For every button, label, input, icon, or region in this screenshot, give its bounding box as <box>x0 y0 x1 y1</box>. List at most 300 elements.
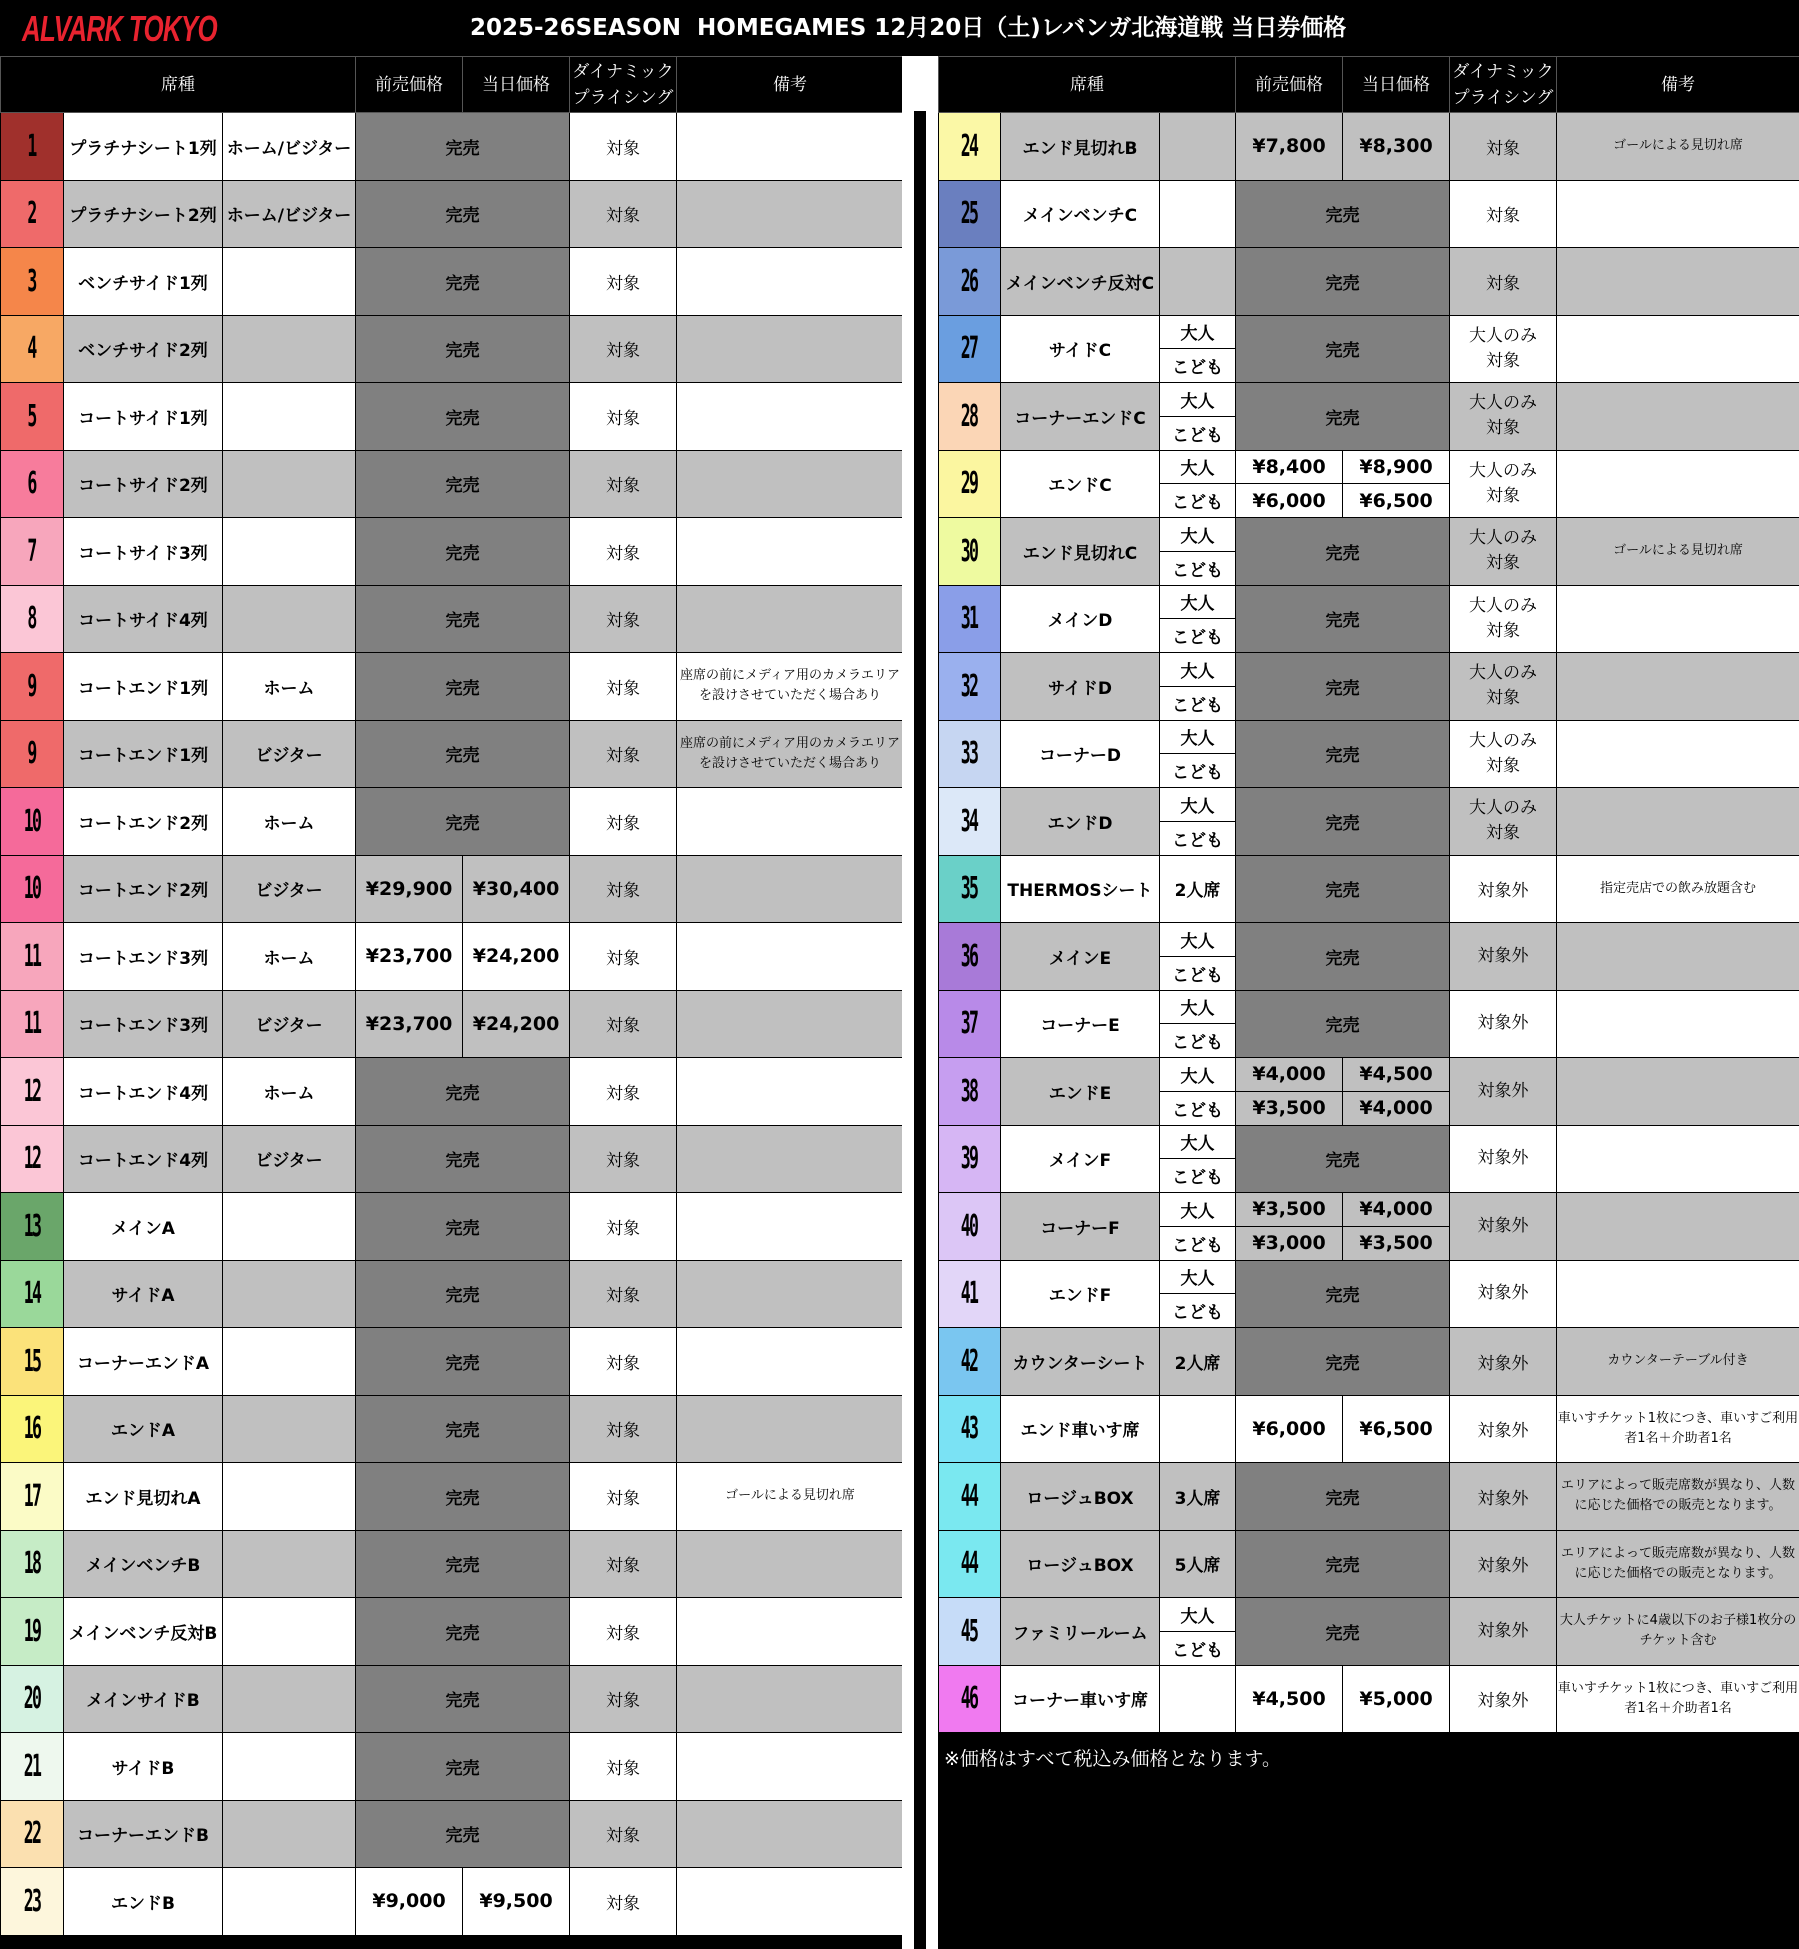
seat-sub: ホーム/ビジター <box>223 180 356 248</box>
left-price-table <box>0 56 904 1936</box>
seat-sub <box>223 1530 356 1598</box>
child-label: こども <box>1160 484 1236 518</box>
dynamic-pricing: 対象 <box>1450 180 1557 248</box>
note: エリアによって販売席数が異なり、人数に応じた価格での販売となります。 <box>1557 1530 1799 1598</box>
dynamic-pricing: 対象 <box>570 653 677 721</box>
soldout-label: 完売 <box>356 1530 570 1598</box>
dynamic-pricing: 対象 <box>1450 113 1557 181</box>
note <box>677 315 904 383</box>
note <box>1557 585 1799 653</box>
soldout-label: 完売 <box>1236 653 1450 721</box>
sameday-price-adult: ¥4,500 <box>1343 1058 1450 1092</box>
seat-sub <box>223 1463 356 1531</box>
seat-sub <box>223 1328 356 1396</box>
seat-number-text: 41 <box>961 1276 978 1312</box>
seat-number-text: 27 <box>961 331 978 367</box>
note: 座席の前にメディア用のカメラエリアを設けさせていただく場合あり <box>677 653 904 721</box>
soldout-label: 完売 <box>356 788 570 856</box>
soldout-label: 完売 <box>356 1665 570 1733</box>
seat-number-text: 3 <box>27 263 37 299</box>
seat-sub: 3人席 <box>1160 1463 1236 1531</box>
dynamic-pricing: 対象 <box>570 1125 677 1193</box>
sameday-price: ¥9,500 <box>463 1868 570 1936</box>
seat-number <box>1 990 64 1058</box>
seat-sub: ビジター <box>223 990 356 1058</box>
seat-name: メインA <box>64 1193 223 1261</box>
child-label: こども <box>1160 821 1236 855</box>
child-label: こども <box>1160 686 1236 720</box>
dynamic-pricing: 対象 <box>570 1260 677 1328</box>
seat-number <box>939 653 1001 721</box>
seat-number-text: 46 <box>961 1681 978 1717</box>
note <box>677 1733 904 1801</box>
dynamic-pricing: 対象外 <box>1450 855 1557 923</box>
table-row <box>1 1193 904 1261</box>
dynamic-pricing: 大人のみ 対象 <box>1450 518 1557 586</box>
seat-number-text: 24 <box>961 128 978 164</box>
seat-sub <box>223 1193 356 1261</box>
note <box>1557 923 1799 991</box>
seat-number <box>939 1530 1001 1598</box>
col-header-advance: 前売価格 <box>1236 57 1343 113</box>
tax-footnote: ※価格はすべて税込み価格となります。 <box>944 1748 1282 1770</box>
dynamic-pricing: 対象 <box>570 1665 677 1733</box>
soldout-label: 完売 <box>356 653 570 721</box>
note <box>1557 788 1799 856</box>
soldout-label: 完売 <box>356 248 570 316</box>
seat-number-text: 29 <box>961 466 978 502</box>
seat-sub <box>223 1260 356 1328</box>
sameday-price-child: ¥4,000 <box>1343 1091 1450 1125</box>
seat-number-text: 18 <box>23 1546 41 1582</box>
seat-number <box>939 1058 1001 1126</box>
note: ゴールによる見切れ席 <box>677 1463 904 1531</box>
seat-name: コーナーE <box>1001 990 1160 1058</box>
seat-number <box>939 1395 1001 1463</box>
seat-number <box>1 1395 64 1463</box>
note: カウンターテーブル付き <box>1557 1328 1799 1396</box>
table-row <box>1 248 904 316</box>
seat-number <box>1 248 64 316</box>
seat-name: メインE <box>1001 923 1160 991</box>
soldout-label: 完売 <box>356 450 570 518</box>
adult-label: 大人 <box>1160 1058 1236 1092</box>
seat-sub <box>223 1395 356 1463</box>
dynamic-pricing: 対象 <box>570 1800 677 1868</box>
seat-name: コートエンド2列 <box>64 855 223 923</box>
seat-number <box>939 383 1001 451</box>
seat-sub <box>223 1598 356 1666</box>
seat-number-text: 25 <box>961 196 978 232</box>
seat-number <box>939 585 1001 653</box>
child-label: こども <box>1160 754 1236 788</box>
table-row <box>1 1260 904 1328</box>
seat-number <box>1 1328 64 1396</box>
soldout-label: 完売 <box>356 1125 570 1193</box>
sameday-price-child: ¥3,500 <box>1343 1226 1450 1260</box>
seat-name: サイドA <box>64 1260 223 1328</box>
seat-name: コーナーD <box>1001 720 1160 788</box>
table-row <box>939 923 1799 957</box>
seat-number <box>939 1463 1001 1531</box>
table-row <box>1 1800 904 1868</box>
sameday-price: ¥5,000 <box>1343 1665 1450 1733</box>
adult-label: 大人 <box>1160 585 1236 619</box>
child-label: こども <box>1160 1091 1236 1125</box>
child-label: こども <box>1160 1631 1236 1665</box>
seat-number-text: 11 <box>23 938 41 974</box>
seat-number-text: 10 <box>23 803 41 839</box>
table-row <box>939 1665 1799 1733</box>
note: 車いすチケット1枚につき、車いすご利用者1名＋介助者1名 <box>1557 1665 1799 1733</box>
note <box>677 180 904 248</box>
advance-price: ¥23,700 <box>356 990 463 1058</box>
seat-name: メインベンチ反対C <box>1001 248 1160 316</box>
soldout-label: 完売 <box>356 1260 570 1328</box>
adult-label: 大人 <box>1160 653 1236 687</box>
soldout-label: 完売 <box>1236 518 1450 586</box>
soldout-label: 完売 <box>356 518 570 586</box>
advance-price: ¥6,000 <box>1236 1395 1343 1463</box>
dynamic-pricing: 対象外 <box>1450 1395 1557 1463</box>
seat-number <box>939 180 1001 248</box>
seat-name: プラチナシート2列 <box>64 180 223 248</box>
soldout-label: 完売 <box>1236 585 1450 653</box>
seat-sub <box>223 518 356 586</box>
table-row <box>1 720 904 788</box>
col-header-dynamic <box>1450 57 1557 113</box>
seat-name: コーナーF <box>1001 1193 1160 1261</box>
soldout-label: 完売 <box>356 180 570 248</box>
seat-number-text: 38 <box>961 1073 978 1109</box>
note <box>677 1058 904 1126</box>
seat-number-text: 40 <box>961 1208 978 1244</box>
table-row <box>939 383 1799 417</box>
seat-name: エンド見切れB <box>1001 113 1160 181</box>
col-header-dynamic-line1: ダイナミック <box>572 61 674 82</box>
seat-number-text: 31 <box>961 601 978 637</box>
table-row <box>939 990 1799 1024</box>
seat-number <box>939 1125 1001 1193</box>
note <box>677 1665 904 1733</box>
table-row <box>1 1598 904 1666</box>
seat-number <box>1 518 64 586</box>
soldout-label: 完売 <box>356 1800 570 1868</box>
seat-name: ファミリールーム <box>1001 1598 1160 1666</box>
seat-number-text: 30 <box>961 533 978 569</box>
right-price-table <box>938 56 1799 1733</box>
page-title: 2025-26SEASON HOMEGAMES 12月20日（土)レバンガ北海道戦 当日券価格 <box>470 15 1347 41</box>
child-label: こども <box>1160 349 1236 383</box>
soldout-label: 完売 <box>1236 315 1450 383</box>
seat-sub <box>1160 1665 1236 1733</box>
soldout-label: 完売 <box>1236 383 1450 451</box>
advance-price-adult: ¥3,500 <box>1236 1193 1343 1227</box>
note <box>677 585 904 653</box>
seat-sub: 2人席 <box>1160 855 1236 923</box>
seat-sub: ホーム <box>223 1058 356 1126</box>
seat-name: エンドB <box>64 1868 223 1936</box>
dynamic-pricing: 対象 <box>570 1598 677 1666</box>
seat-sub: ビジター <box>223 855 356 923</box>
advance-price-child: ¥3,500 <box>1236 1091 1343 1125</box>
seat-name: メインF <box>1001 1125 1160 1193</box>
seat-number <box>1 1463 64 1531</box>
seat-number <box>939 248 1001 316</box>
seat-number-text: 2 <box>27 196 37 232</box>
seat-number-text: 35 <box>961 871 978 907</box>
table-row <box>939 788 1799 822</box>
table-row <box>1 180 904 248</box>
dynamic-pricing: 大人のみ 対象 <box>1450 653 1557 721</box>
seat-sub: ビジター <box>223 1125 356 1193</box>
note <box>677 1530 904 1598</box>
seat-number-text: 9 <box>27 736 37 772</box>
col-header-seat: 席種 <box>1 57 356 113</box>
seat-number <box>939 990 1001 1058</box>
seat-name: ベンチサイド1列 <box>64 248 223 316</box>
seat-number-text: 32 <box>961 668 978 704</box>
seat-number-text: 14 <box>23 1276 41 1312</box>
seat-number <box>939 450 1001 518</box>
child-label: こども <box>1160 1226 1236 1260</box>
advance-price: ¥29,900 <box>356 855 463 923</box>
col-header-note: 備考 <box>1557 57 1799 113</box>
note: エリアによって販売席数が異なり、人数に応じた価格での販売となります。 <box>1557 1463 1799 1531</box>
seat-number <box>1 180 64 248</box>
seat-name: コーナーエンドB <box>64 1800 223 1868</box>
sameday-price: ¥30,400 <box>463 855 570 923</box>
col-header-sameday: 当日価格 <box>1343 57 1450 113</box>
seat-number <box>939 1665 1001 1733</box>
dynamic-pricing: 対象外 <box>1450 1530 1557 1598</box>
seat-name: エンド車いす席 <box>1001 1395 1160 1463</box>
soldout-label: 完売 <box>356 113 570 181</box>
seat-number-text: 36 <box>961 938 978 974</box>
seat-sub <box>223 1733 356 1801</box>
seat-number-text: 9 <box>27 668 37 704</box>
dynamic-pricing: 対象 <box>570 990 677 1058</box>
note <box>677 518 904 586</box>
seat-number-text: 4 <box>27 331 37 367</box>
seat-number-text: 44 <box>961 1478 978 1514</box>
seat-number-text: 5 <box>27 398 37 434</box>
dynamic-pricing: 対象 <box>570 518 677 586</box>
seat-name: メインベンチ反対B <box>64 1598 223 1666</box>
seat-number <box>939 1193 1001 1261</box>
seat-number-text: 7 <box>27 533 37 569</box>
note: 大人チケットに4歳以下のお子様1枚分のチケット含む <box>1557 1598 1799 1666</box>
advance-price: ¥23,700 <box>356 923 463 991</box>
col-header-dynamic-line1: ダイナミック <box>1452 61 1554 82</box>
table-row <box>939 1395 1799 1463</box>
seat-name: コートサイド4列 <box>64 585 223 653</box>
note <box>1557 990 1799 1058</box>
child-label: こども <box>1160 619 1236 653</box>
note <box>677 1598 904 1666</box>
dynamic-pricing: 対象外 <box>1450 990 1557 1058</box>
table-row <box>939 1125 1799 1159</box>
table-row <box>939 653 1799 687</box>
seat-number <box>939 1328 1001 1396</box>
seat-name: コーナー車いす席 <box>1001 1665 1160 1733</box>
seat-number <box>1 1530 64 1598</box>
seat-name: コーナーエンドC <box>1001 383 1160 451</box>
seat-sub: 2人席 <box>1160 1328 1236 1396</box>
soldout-label: 完売 <box>356 383 570 451</box>
seat-number <box>1 383 64 451</box>
seat-name: エンドA <box>64 1395 223 1463</box>
seat-number <box>1 855 64 923</box>
seat-number-text: 19 <box>23 1613 41 1649</box>
dynamic-pricing: 対象 <box>570 1328 677 1396</box>
sameday-price: ¥24,200 <box>463 923 570 991</box>
dynamic-pricing: 対象 <box>570 720 677 788</box>
col-header-sameday: 当日価格 <box>463 57 570 113</box>
note <box>677 1328 904 1396</box>
seat-name: メインベンチB <box>64 1530 223 1598</box>
seat-number-text: 6 <box>27 466 37 502</box>
seat-number <box>1 113 64 181</box>
seat-number-text: 10 <box>23 871 41 907</box>
note <box>677 1800 904 1868</box>
seat-name: サイドD <box>1001 653 1160 721</box>
advance-price-adult: ¥4,000 <box>1236 1058 1343 1092</box>
dynamic-pricing: 大人のみ 対象 <box>1450 585 1557 653</box>
note <box>1557 248 1799 316</box>
seat-sub <box>223 1665 356 1733</box>
note <box>677 1868 904 1936</box>
note <box>1557 450 1799 518</box>
note <box>677 990 904 1058</box>
seat-name: コートエンド4列 <box>64 1058 223 1126</box>
sameday-price-adult: ¥4,000 <box>1343 1193 1450 1227</box>
seat-number <box>1 788 64 856</box>
advance-price: ¥7,800 <box>1236 113 1343 181</box>
table-row <box>939 1260 1799 1294</box>
seat-name: エンドE <box>1001 1058 1160 1126</box>
table-row <box>1 450 904 518</box>
seat-name: カウンターシート <box>1001 1328 1160 1396</box>
divider-bar <box>914 111 926 1949</box>
adult-label: 大人 <box>1160 383 1236 417</box>
soldout-label: 完売 <box>1236 180 1450 248</box>
seat-name: コートエンド4列 <box>64 1125 223 1193</box>
dynamic-pricing: 対象 <box>570 180 677 248</box>
seat-number-text: 33 <box>961 736 978 772</box>
dynamic-pricing: 対象 <box>570 383 677 451</box>
seat-number-text: 12 <box>23 1073 41 1109</box>
advance-price-child: ¥3,000 <box>1236 1226 1343 1260</box>
seat-number <box>1 653 64 721</box>
table-row <box>1 653 904 721</box>
dynamic-pricing: 対象 <box>570 1463 677 1531</box>
note <box>677 923 904 991</box>
seat-name: ベンチサイド2列 <box>64 315 223 383</box>
seat-sub <box>223 585 356 653</box>
seat-number <box>1 450 64 518</box>
seat-name: ロージュBOX <box>1001 1530 1160 1598</box>
seat-sub <box>1160 1395 1236 1463</box>
dynamic-pricing: 対象外 <box>1450 1328 1557 1396</box>
dynamic-pricing: 大人のみ 対象 <box>1450 450 1557 518</box>
seat-sub <box>223 248 356 316</box>
seat-name: コートエンド3列 <box>64 923 223 991</box>
seat-sub: ホーム <box>223 788 356 856</box>
seat-name: サイドB <box>64 1733 223 1801</box>
table-row <box>939 855 1799 923</box>
table-row <box>1 518 904 586</box>
note <box>677 113 904 181</box>
soldout-label: 完売 <box>1236 788 1450 856</box>
dynamic-pricing: 対象 <box>570 450 677 518</box>
dynamic-pricing: 大人のみ 対象 <box>1450 315 1557 383</box>
seat-name: コートエンド3列 <box>64 990 223 1058</box>
soldout-label: 完売 <box>356 1733 570 1801</box>
seat-number <box>939 1598 1001 1666</box>
seat-sub: ホーム <box>223 923 356 991</box>
note <box>677 383 904 451</box>
child-label: こども <box>1160 1024 1236 1058</box>
seat-number-text: 34 <box>961 803 978 839</box>
soldout-label: 完売 <box>356 1463 570 1531</box>
seat-sub <box>1160 180 1236 248</box>
seat-number-text: 26 <box>961 263 978 299</box>
dynamic-pricing: 対象 <box>570 315 677 383</box>
col-header-dynamic <box>570 57 677 113</box>
seat-name: コートサイド1列 <box>64 383 223 451</box>
table-row <box>939 450 1799 484</box>
advance-price: ¥4,500 <box>1236 1665 1343 1733</box>
seat-number-text: 21 <box>23 1748 41 1784</box>
col-header-dynamic-line2: プライシング <box>572 87 674 108</box>
seat-sub <box>223 383 356 451</box>
seat-number <box>939 855 1001 923</box>
soldout-label: 完売 <box>1236 1260 1450 1328</box>
soldout-label: 完売 <box>356 1328 570 1396</box>
table-row <box>1 1328 904 1396</box>
child-label: こども <box>1160 1294 1236 1328</box>
seat-number <box>939 720 1001 788</box>
col-header-note: 備考 <box>677 57 904 113</box>
soldout-label: 完売 <box>1236 990 1450 1058</box>
sameday-price: ¥8,300 <box>1343 113 1450 181</box>
child-label: こども <box>1160 1159 1236 1193</box>
table-row <box>1 585 904 653</box>
sameday-price-child: ¥6,500 <box>1343 484 1450 518</box>
seat-number-text: 13 <box>23 1208 41 1244</box>
seat-number-text: 43 <box>961 1411 978 1447</box>
table-row <box>1 1733 904 1801</box>
dynamic-pricing: 対象 <box>570 1058 677 1126</box>
seat-sub: ビジター <box>223 720 356 788</box>
table-row <box>939 1328 1799 1396</box>
table-row <box>939 180 1799 248</box>
dynamic-pricing: 対象外 <box>1450 1058 1557 1126</box>
soldout-label: 完売 <box>1236 720 1450 788</box>
table-row <box>939 315 1799 349</box>
table-divider <box>902 56 938 1949</box>
seat-number-text: 20 <box>23 1681 41 1717</box>
dynamic-pricing: 対象 <box>570 248 677 316</box>
advance-price-child: ¥6,000 <box>1236 484 1343 518</box>
soldout-label: 完売 <box>1236 855 1450 923</box>
table-row <box>1 990 904 1058</box>
note <box>1557 720 1799 788</box>
seat-name: コートエンド1列 <box>64 653 223 721</box>
seat-number <box>1 923 64 991</box>
dynamic-pricing: 対象 <box>570 1530 677 1598</box>
